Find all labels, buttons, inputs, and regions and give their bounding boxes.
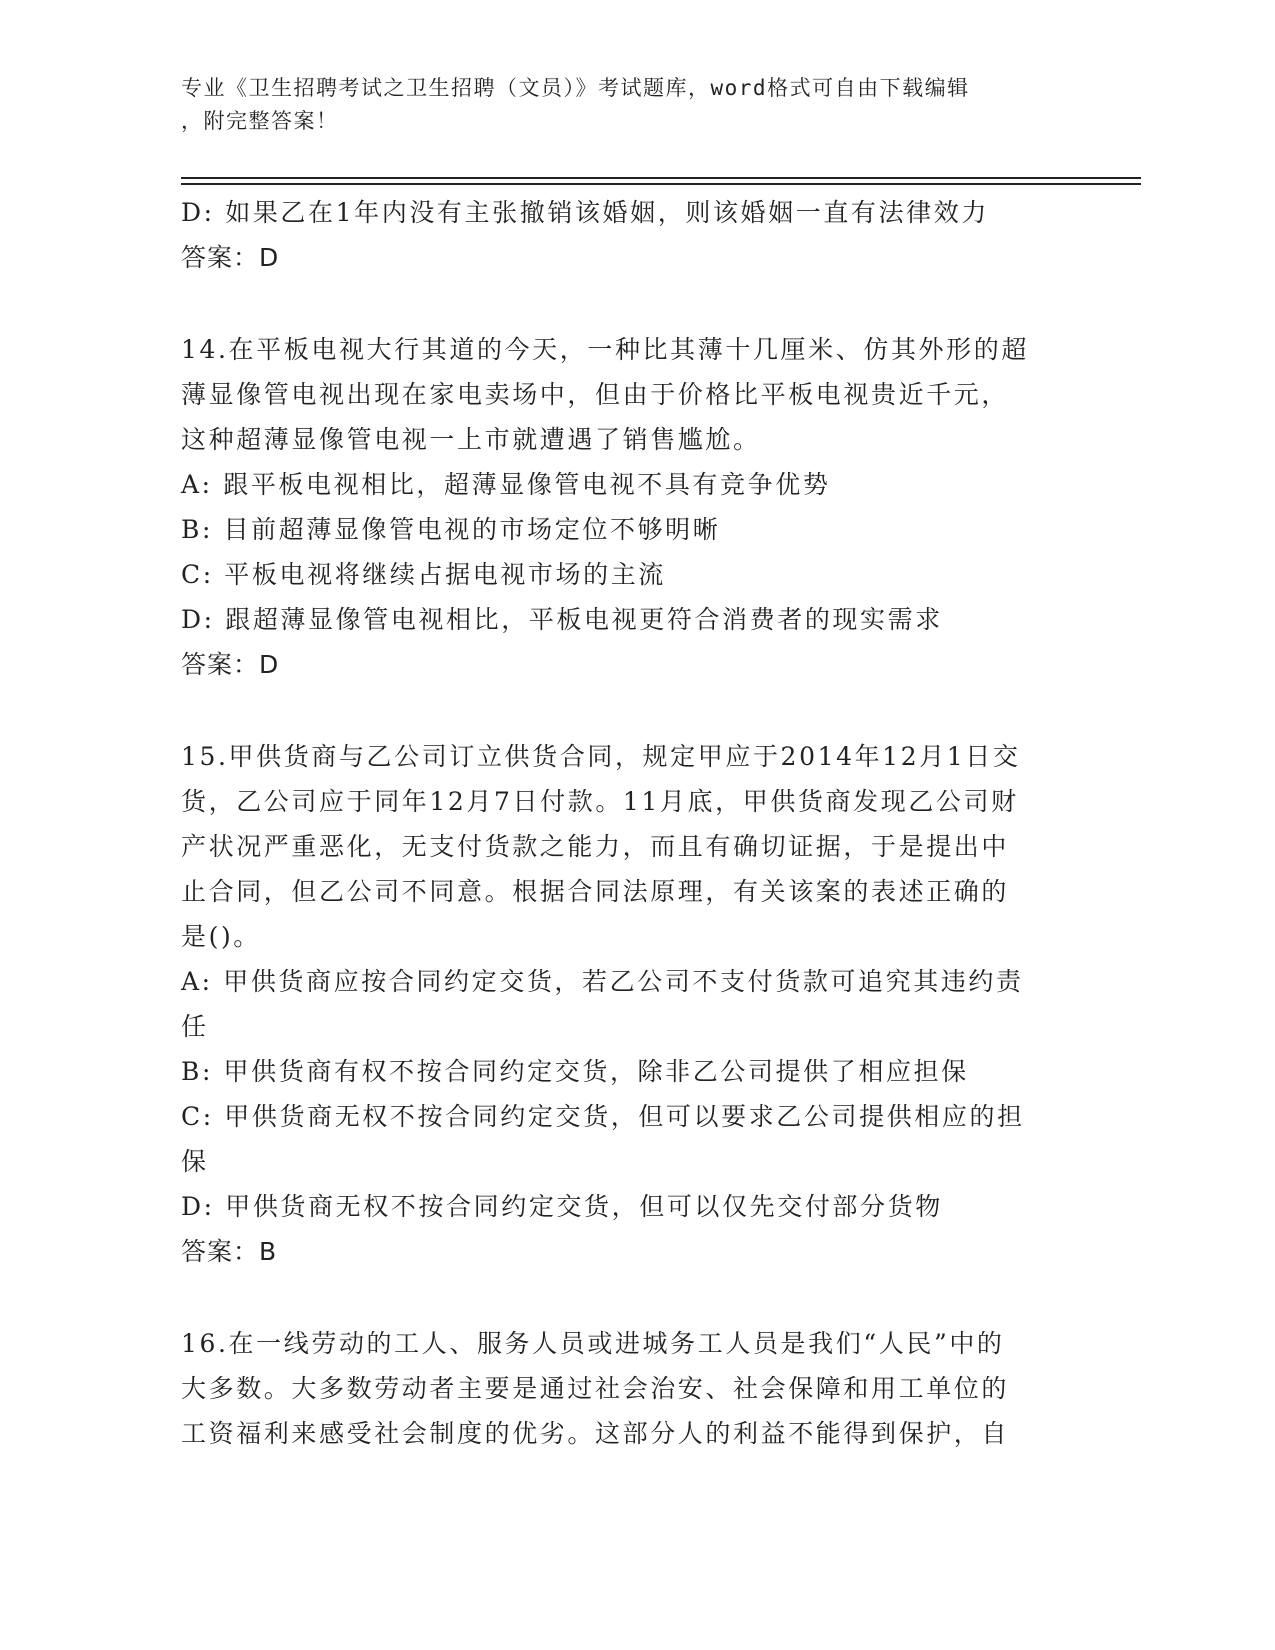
header-line-1: 专业《卫生招聘考试之卫生招聘（文员）》考试题库，word格式可自由下载编辑 [181,76,970,100]
q15-option-a-line-2: 任 [181,1012,209,1041]
page-header [181,72,1041,138]
header-rule-bottom [181,183,1141,185]
q14-option-a: A: 跟平板电视相比，超薄显像管电视不具有竞争优势 [181,470,831,499]
q15-stem-line-3: 产状况严重恶化，无支付货款之能力，而且有确切证据，于是提出中 [181,832,1010,861]
q15-stem-line-4: 止合同，但乙公司不同意。根据合同法原理，有关该案的表述正确的 [181,877,1010,906]
q14-option-b: B: 目前超薄显像管电视的市场定位不够明晰 [181,515,721,544]
document-body [181,190,1061,1456]
q15-answer: 答案：B [181,1237,278,1266]
q15-option-d: D: 甲供货商无权不按合同约定交货，但可以仅先交付部分货物 [181,1192,943,1221]
q15-stem-line-2: 货，乙公司应于同年12月7日付款。11月底，甲供货商发现乙公司财 [181,787,1019,816]
q15-option-b: B: 甲供货商有权不按合同约定交货，除非乙公司提供了相应担保 [181,1057,969,1086]
q14-answer: 答案：D [181,650,280,679]
q14-stem-line-3: 这种超薄显像管电视一上市就遭遇了销售尴尬。 [181,425,761,454]
q14-option-c: C: 平板电视将继续占据电视市场的主流 [181,560,666,589]
header-rule-top [181,177,1141,179]
q15-option-c-line-1: C: 甲供货商无权不按合同约定交货，但可以要求乙公司提供相应的担 [181,1102,1025,1131]
question-15 [181,734,1061,1274]
q16-stem-line-2: 大多数。大多数劳动者主要是通过社会治安、社会保障和用工单位的 [181,1374,1010,1403]
q13-answer: 答案：D [181,243,280,272]
q14-stem-line-2: 薄显像管电视出现在家电卖场中，但由于价格比平板电视贵近千元， [181,380,1010,409]
q14-stem-line-1: 14.在平板电视大行其道的今天，一种比其薄十几厘米、仿其外形的超 [181,335,1029,364]
q15-stem-line-5: 是()。 [181,922,261,951]
question-13-tail [181,190,1061,280]
q16-stem-line-3: 工资福利来感受社会制度的优劣。这部分人的利益不能得到保护，自 [181,1419,1010,1448]
q16-stem-line-1: 16.在一线劳动的工人、服务人员或进城务工人员是我们“人民”中的 [181,1329,1005,1358]
q15-stem-line-1: 15.甲供货商与乙公司订立供货合同，规定甲应于2014年12月1日交 [181,742,1021,771]
q15-option-a-line-1: A: 甲供货商应按合同约定交货，若乙公司不支付货款可追究其违约责 [181,967,1024,996]
header-line-2: ，附完整答案！ [181,109,339,133]
question-14 [181,327,1061,687]
q14-option-d: D: 跟超薄显像管电视相比，平板电视更符合消费者的现实需求 [181,605,943,634]
q15-option-c-line-2: 保 [181,1147,209,1176]
q13-option-d: D: 如果乙在1年内没有主张撤销该婚姻，则该婚姻一直有法律效力 [181,198,989,227]
question-16 [181,1321,1061,1456]
